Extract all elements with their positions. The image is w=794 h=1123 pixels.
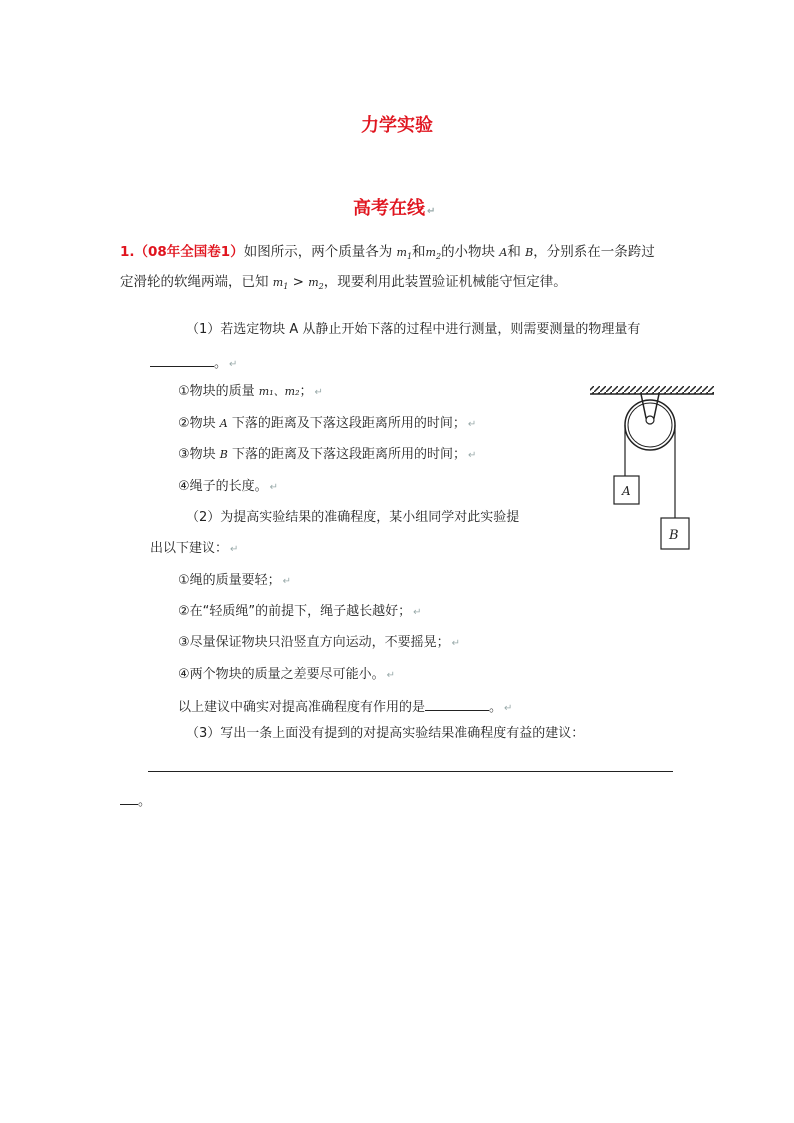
- section-title: [353, 194, 435, 220]
- pulley-axle: [646, 416, 654, 424]
- section-title-text: 高考在线: [353, 198, 425, 219]
- question-stem-line-2: [120, 272, 567, 297]
- question-stem-line-1: [120, 242, 655, 267]
- part1-option-4: ④绳子的长度。 ↵: [178, 479, 279, 494]
- block-b-label: B: [669, 528, 679, 543]
- part2-option-3: ③尽量保证物块只沿竖直方向运动，不要摇晃； ↵: [178, 635, 461, 650]
- mass-m2: $m_2$: [425, 246, 442, 262]
- ceiling: [590, 386, 714, 394]
- stem-text: 如图所示，两个质量各为: [243, 244, 397, 260]
- part2-option-4: ④两个物块的质量之差要尽可能小。 ↵: [178, 667, 396, 682]
- mass-m1: $m_1$: [396, 246, 413, 262]
- part1-option-3: ③物块 B 下落的距离及下落这段距离所用的时间； ↵: [178, 447, 477, 462]
- answer-blank[interactable]: [425, 696, 489, 711]
- part3-tail: 。: [120, 792, 151, 812]
- stem-text: 定滑轮的软绳两端，已知: [120, 274, 273, 290]
- block-b-symbol: B: [525, 246, 534, 259]
- part3-prompt: （3）写出一条上面没有提到的对提高实验结果准确程度有益的建议：: [186, 726, 585, 741]
- pulley-mount: [641, 394, 659, 418]
- pulley-wheel: [625, 400, 675, 450]
- part2-conclusion: 以上建议中确实对提高准确程度有作用的是 。 ↵: [178, 696, 512, 719]
- mass-m1: $m_1$: [272, 276, 289, 292]
- part2-option-2: ②在“轻质绳”的前提下，绳子越长越好； ↵: [178, 604, 422, 619]
- page-title: 力学实验: [361, 115, 433, 136]
- stem-text: 和: [412, 244, 426, 260]
- part2-prompt-a: （2）为提高实验结果的准确程度，某小组同学对此实验提: [186, 510, 520, 525]
- stem-text: ，分别系在一条跨过: [533, 244, 655, 260]
- question-number: 1.（08年全国卷1）: [120, 244, 244, 260]
- greater-than: >: [288, 274, 309, 290]
- paragraph-mark: ↵: [229, 359, 238, 370]
- mass-m2: $m_2$: [308, 276, 324, 292]
- block-a-label: A: [622, 484, 631, 498]
- answer-blank[interactable]: [120, 792, 138, 805]
- part2-prompt-b: 出以下建议： ↵: [150, 541, 239, 556]
- stem-text: ，现要利用此装置验证机械能守恒定律。: [323, 274, 567, 290]
- part1-option-2: ②物块 A 下落的距离及下落这段距离所用的时间； ↵: [178, 416, 477, 431]
- stem-text: 和: [507, 244, 526, 260]
- answer-blank[interactable]: [150, 352, 214, 367]
- answer-line[interactable]: [148, 771, 673, 772]
- stem-text: 的小物块: [441, 244, 500, 260]
- part1-option-1: ①物块的质量 m₁、m₂； ↵: [178, 384, 323, 399]
- block-a-symbol: A: [499, 246, 508, 259]
- part2-option-1: ①绳的质量要轻； ↵: [178, 573, 292, 588]
- pulley-diagram: [588, 380, 718, 550]
- paragraph-mark: ↵: [427, 206, 436, 217]
- part1-answer-line: 。 ↵: [150, 352, 237, 375]
- part1-prompt: （1）若选定物块 A 从静止开始下落的过程中进行测量，则需要测量的物理量有: [186, 322, 641, 337]
